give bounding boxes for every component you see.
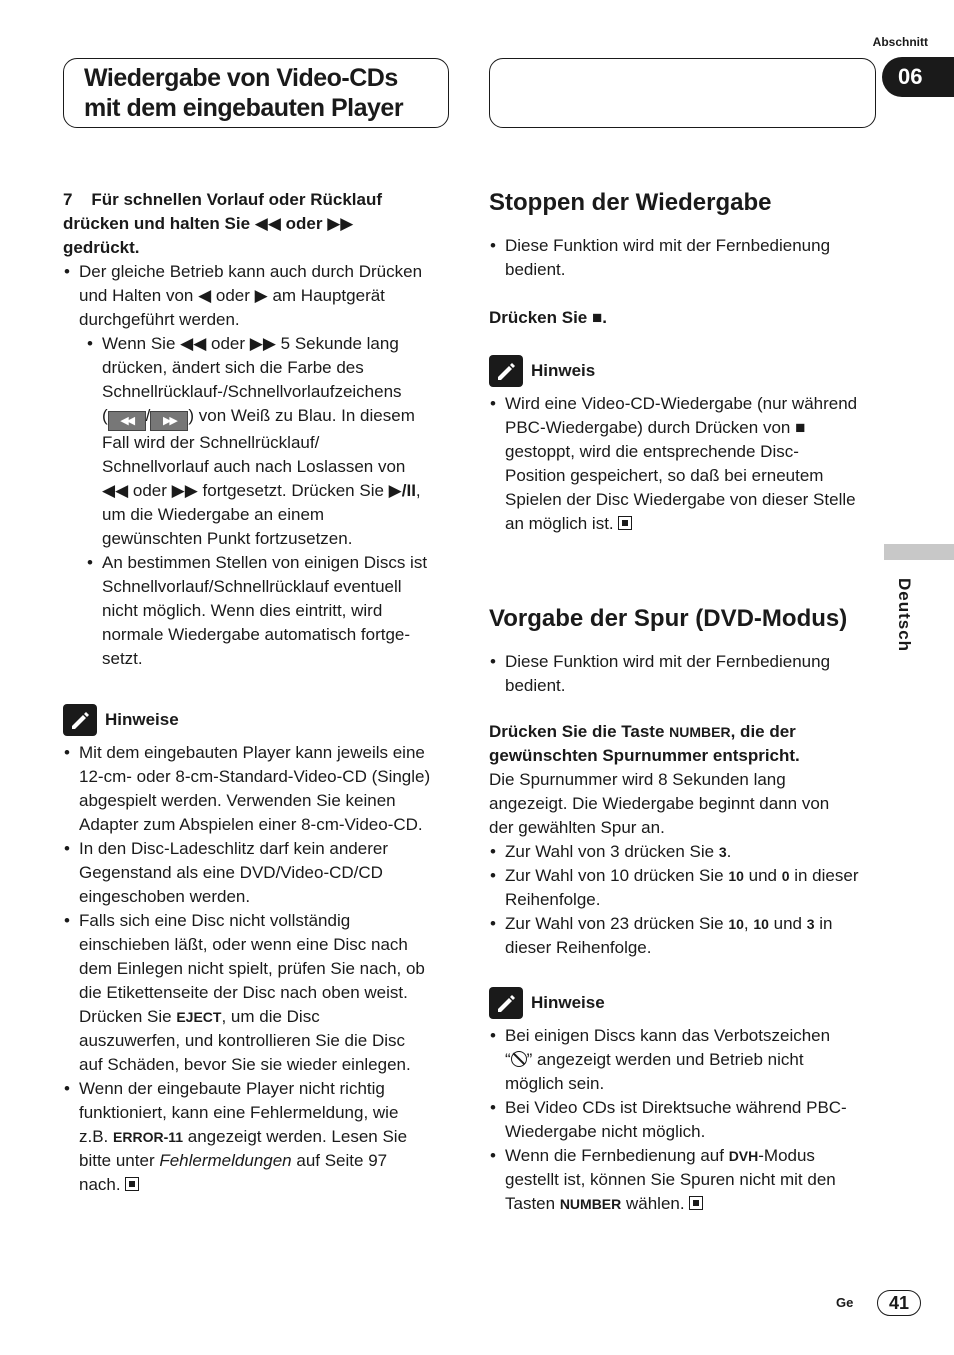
stop-heading: Stoppen der Wiedergabe bbox=[489, 189, 772, 216]
error-code-label: ERROR-11 bbox=[113, 1129, 184, 1145]
note-error-message: • Wenn der eingebaute Player nicht richtig funktioniert, kann eine Fehlermeldung, wie z.B. ERROR-11 angezeigt werden. Lesen Sie bitte unter Fehlermeldungen auf Seite 97 nach. bbox=[63, 1077, 453, 1197]
track-heading: Vorgabe der Spur (DVD-Modus) bbox=[489, 605, 848, 632]
fast-forward-indicator-icon: ▶▶ bbox=[150, 411, 188, 431]
footer-language-code: Ge bbox=[836, 1295, 854, 1310]
note-disc-insert: • Falls sich eine Disc nicht vollständig einschieben läßt, oder wenn eine Disc nach dem Einlegen nicht spielt, prüfen Sie nach, ob die Etikettenseite der Disc nach oben weist. Drücken Sie EJECT, um die Disc auszuwerfen, und kontrollieren Sie die Disc auf Schäden, bevor Sie sie wieder einlegen. bbox=[63, 909, 453, 1077]
pencil-note-icon bbox=[63, 704, 97, 736]
end-mark-icon bbox=[125, 1177, 139, 1191]
side-tab-marker bbox=[884, 544, 954, 560]
note-prohibit-sign: • Bei einigen Discs kann das Verbotszeichen “ ” angezeigt werden und Betrieb nicht möglich sein. bbox=[489, 1024, 879, 1096]
page-title-line1: Wiedergabe von Video-CDs bbox=[84, 64, 398, 92]
end-mark-icon bbox=[689, 1196, 703, 1210]
track-bullet-3: • Zur Wahl von 3 drücken Sie 3. bbox=[489, 840, 879, 864]
sub-bullet-color-change: • Wenn Sie ◀◀ oder ▶▶ 5 Sekunde lang drücken, ändert sich die Farbe des Schnellrücklauf-/Schnellvorlaufzeichens ( ◀◀ / ▶▶ ) von Weiß zu Blau. In diesem Fall wird der Schnellrücklauf/ Schnellvorlauf auch nach Loslassen von ◀◀ oder ▶▶ fortgesetzt. Drücken Sie ▶/II, um die Wiedergabe an einem gewünschten Punkt fortzusetzen. bbox=[63, 332, 453, 551]
eject-key-label: EJECT bbox=[176, 1009, 222, 1025]
stop-note-header bbox=[489, 354, 879, 388]
notes-header bbox=[63, 703, 453, 737]
left-column bbox=[63, 188, 453, 1197]
side-tab-language: Deutsch bbox=[895, 578, 914, 653]
note-direct-search: • Bei Video CDs ist Direktsuche während PBC- Wiedergabe nicht möglich. bbox=[489, 1096, 879, 1144]
stop-note-text: • Wird eine Video-CD-Wiedergabe (nur während PBC-Wiedergabe) durch Drücken von ■ gestoppt, wird die entsprechende Disc- Position gespeichert, so daß bei erneutem Spielen der Disc Wiedergabe von dieser Stelle an möglich ist. bbox=[489, 392, 879, 536]
play-pause-icon: ▶/II bbox=[388, 481, 416, 500]
stop-instruction: Drücken Sie ■. bbox=[489, 308, 607, 327]
track-notes-header bbox=[489, 986, 879, 1020]
end-mark-icon bbox=[618, 516, 632, 530]
page-title-box bbox=[63, 58, 449, 128]
page-title-line2: mit dem eingebauten Player bbox=[84, 94, 404, 122]
stop-note-label: Hinweis bbox=[531, 361, 596, 380]
track-description: Die Spurnummer wird 8 Sekunden lang angezeigt. Die Wiedergabe beginnt dann von der gewählten Spur an. bbox=[489, 770, 830, 837]
track-bullet-10: • Zur Wahl von 10 drücken Sie 10 und 0 in dieser Reihenfolge. bbox=[489, 864, 879, 912]
dvh-key-label: DVH bbox=[728, 1148, 759, 1164]
note-no-objects: • In den Disc-Ladeschlitz darf kein anderer Gegenstand als eine DVD/Video-CD/CD eingeschoben werden. bbox=[63, 837, 453, 909]
section-label: Abschnitt bbox=[872, 35, 928, 49]
number-key-label: NUMBER bbox=[559, 1196, 622, 1212]
track-notes-label: Hinweise bbox=[531, 993, 605, 1012]
note-dvh-mode: • Wenn die Fernbedienung auf DVH-Modus gestellt ist, können Sie Spuren nicht mit den Tasten NUMBER wählen. bbox=[489, 1144, 879, 1216]
error-messages-reference: Fehlermeldungen bbox=[159, 1151, 292, 1170]
note-video-cd-size: • Mit dem eingebauten Player kann jeweils eine 12-cm- oder 8-cm-Standard-Video-CD (Single) abgespielt werden. Verwenden Sie keinen Adapter zum Abspielen einer 8-cm-Video-CD. bbox=[63, 741, 453, 837]
track-instruction: Drücken Sie die Taste NUMBER, die der gewünschten Spurnummer entspricht. bbox=[489, 722, 800, 765]
track-remote-bullet: • Diese Funktion wird mit der Fernbedienung bedient. bbox=[489, 650, 879, 698]
section-number-badge: 06 bbox=[882, 57, 954, 97]
pencil-note-icon bbox=[489, 355, 523, 387]
bullet-same-operation: • Der gleiche Betrieb kann auch durch Drücken und Halten von ◀ oder ▶ am Hauptgerät durchgeführt werden. bbox=[63, 260, 453, 332]
number-key-label: NUMBER bbox=[669, 724, 731, 740]
page-number: 41 bbox=[877, 1290, 921, 1316]
step-instruction: 7 Für schnellen Vorlauf oder Rücklauf drücken und halten Sie ◀◀ oder ▶▶ gedrückt. bbox=[63, 190, 383, 257]
notes-label: Hinweise bbox=[105, 710, 179, 729]
track-bullet-23: • Zur Wahl von 23 drücken Sie 10, 10 und 3 in dieser Reihenfolge. bbox=[489, 912, 879, 960]
right-column bbox=[489, 188, 879, 1216]
pencil-note-icon bbox=[489, 987, 523, 1019]
sub-bullet-not-possible: • An bestimmen Stellen von einigen Discs ist Schnellvorlauf/Schnellrücklauf eventuell nicht möglich. Wenn dies eintritt, wird normale Wiedergabe automatisch fortge- setzt. bbox=[63, 551, 453, 671]
rewind-indicator-icon: ◀◀ bbox=[108, 411, 146, 431]
empty-title-box bbox=[489, 58, 876, 128]
stop-remote-bullet: • Diese Funktion wird mit der Fernbedienung bedient. bbox=[489, 234, 879, 282]
prohibit-icon bbox=[511, 1051, 527, 1067]
